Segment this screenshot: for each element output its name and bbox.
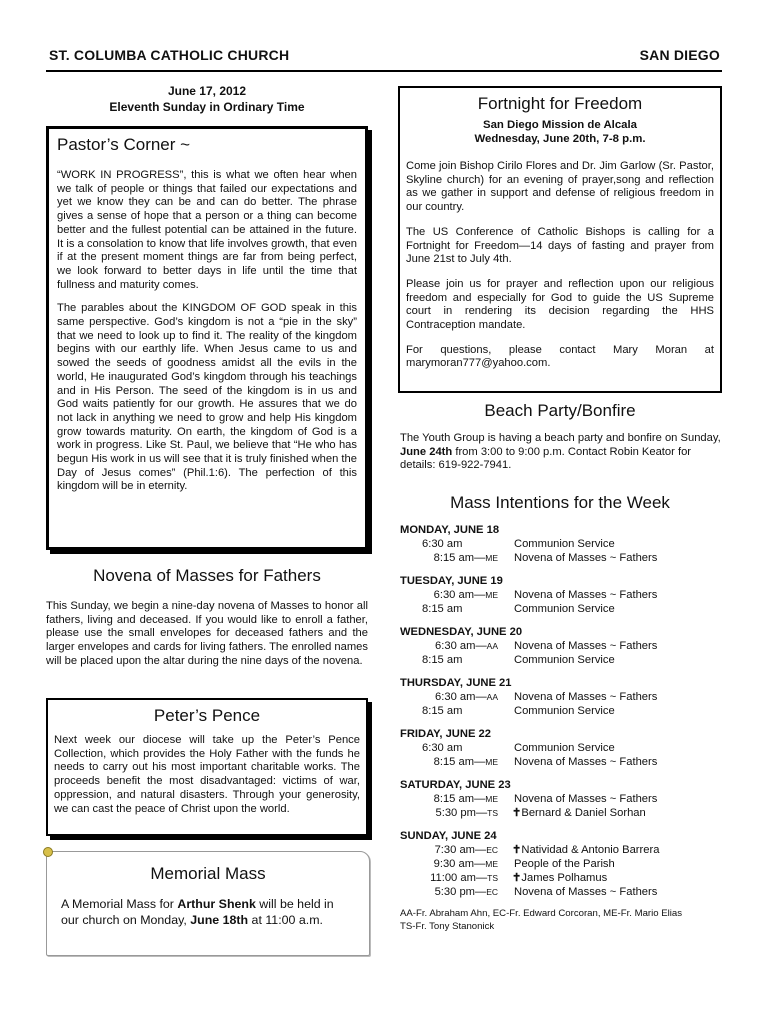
mass-intention-row [400, 843, 722, 857]
mass-time: 5:30 pm—EC [434, 886, 498, 898]
liturgical-sunday: Eleventh Sunday in Ordinary Time [109, 100, 305, 114]
mass-time: 8:15 am—ME [433, 793, 498, 805]
mass-day-heading: THURSDAY, JUNE 21 [400, 677, 512, 689]
celebrant-code: ME [485, 794, 498, 804]
celebrant-code: AA [486, 692, 498, 702]
mass-time: 8:15 am [422, 654, 463, 666]
mass-intention-row [400, 602, 722, 616]
legend-line: AA-Fr. Abraham Ahn, EC-Fr. Edward Corcoran, ME-Fr. Mario Elias [400, 908, 683, 919]
memorial-text-part: at 11:00 a.m. [248, 913, 323, 927]
pushpin-icon [43, 847, 53, 857]
mass-intention: People of the Parish [514, 858, 615, 870]
celebrant-code: ME [485, 757, 498, 767]
bulletin-date: June 17, 2012 [167, 84, 247, 98]
cross-icon: ✝ [512, 844, 522, 856]
mass-time: 11:00 am—TS [430, 872, 498, 884]
church-name: ST. COLUMBA CATHOLIC CHURCH [49, 47, 290, 63]
peters-pence-title: Peter’s Pence [153, 706, 261, 725]
header-rule [46, 70, 722, 72]
mass-time: 6:30 am [422, 538, 463, 550]
mass-intention-row [400, 704, 722, 718]
mass-day-heading: SUNDAY, JUNE 24 [400, 830, 497, 842]
fortnight-freedom-box [398, 86, 722, 393]
mass-intention: Novena of Masses ~ Fathers [514, 589, 658, 601]
mass-time: 7:30 am—EC [434, 844, 498, 856]
celebrant-code: AA [486, 641, 498, 651]
pastors-corner-paragraph: The parables about the KINGDOM OF GOD speak in this same perspective. God’s kingdom is not a “pie in the sky” that we need to look up to find it. The reality of the kingdom begins with our earthly life. When Jesus came to us and sowed the seeds of goodness amidst all the evils in the world, He inaugurated God’s kingdom through his teachings and in His Person. The seed of the kingdom is in us and God waits patiently for our growth. He assures that we do not lack in anything we need to grow and help His kingdom grow towards maturity. On earth, the kingdom of God is a work in progress. Like St. Paul, we believe that “He who has begun His work in us will see that it is truly finished when the Day of Jesus comes” (Phil.1:6). The perfection of this kingdom will be in eternity. [57, 302, 357, 493]
mass-intention-row [400, 653, 722, 667]
mass-time: 8:15 am [422, 705, 463, 717]
peters-pence-box [46, 698, 368, 836]
mass-day-heading: FRIDAY, JUNE 22 [400, 728, 491, 740]
mass-time: 8:15 am—ME [433, 552, 498, 564]
beach-party-title: Beach Party/Bonfire [484, 401, 636, 420]
memorial-text-part: will be held in our church on Monday, [61, 897, 334, 927]
memorial-person-name: Arthur Shenk [177, 897, 256, 911]
cross-icon: ✝ [512, 807, 522, 819]
mass-day-heading: TUESDAY, JUNE 19 [400, 575, 503, 587]
mass-intentions-list [400, 523, 722, 933]
mass-intentions-title: Mass Intentions for the Week [450, 493, 670, 512]
date-block [46, 83, 368, 115]
fortnight-paragraph: Come join Bishop Cirilo Flores and Dr. Jim Garlow (Sr. Pastor, Skyline church) for an evening of prayer,song and reflection as we gather in support and defense of religious freedom in our country. [406, 160, 714, 214]
mass-intention: Novena of Masses ~ Fathers [514, 886, 658, 898]
fortnight-paragraph: For questions, please contact Mary Moran at marymoran777@yahoo.com. [406, 343, 714, 370]
memorial-mass-text [47, 896, 369, 928]
memorial-text-part: A Memorial Mass for [61, 897, 178, 911]
mass-time: 5:30 pm—TS [435, 807, 498, 819]
mass-intention-row [400, 551, 722, 565]
memorial-mass-title: Memorial Mass [150, 864, 266, 883]
mass-intention: ✝Bernard & Daniel Sorhan [512, 807, 646, 819]
mass-intention-row [400, 806, 722, 820]
celebrant-legend [400, 907, 722, 933]
celebrant-code: EC [486, 845, 498, 855]
mass-intention: Novena of Masses ~ Fathers [514, 756, 658, 768]
mass-time: 6:30 am—AA [435, 691, 498, 703]
mass-intention: Communion Service [514, 742, 615, 754]
fortnight-title: Fortnight for Freedom [477, 94, 643, 113]
novena-body: This Sunday, we begin a nine-day novena of Masses to honor all fathers, living and deceased. If you would like to enroll a father, please use the small envelopes for deceased fathers and the larger envelopes and cards for living fathers. The enrolled names will be placed upon the altar during the nine days of the novena. [46, 600, 368, 667]
mass-intention: Novena of Masses ~ Fathers [514, 640, 658, 652]
pastors-corner-paragraph: “WORK IN PROGRESS”, this is what we often hear when we talk of people or things that failed our expectations and yet we know they can be and can do better. The phrase gives a sense of hope that a person or a thing can become better and the fullest potential can be attained in the future. It is a consolation to know that life involves growth, that even if at the present moment things are far from being perfect, we look forward to better days in life until the time that fullness and maturity comes. [57, 169, 357, 291]
mass-day-heading: WEDNESDAY, JUNE 20 [400, 626, 523, 638]
beach-party-body [400, 432, 722, 473]
beach-text-part: The Youth Group is having a beach party and bonfire on Sunday, [400, 432, 721, 444]
novena-title: Novena of Masses for Fathers [93, 566, 321, 585]
mass-time: 6:30 am—ME [433, 589, 498, 601]
pastors-corner-box [46, 126, 368, 550]
mass-intention-row [400, 639, 722, 653]
mass-intention: Novena of Masses ~ Fathers [514, 552, 658, 564]
mass-intention-row [400, 537, 722, 551]
mass-intention: Communion Service [514, 603, 615, 615]
celebrant-code: ME [485, 553, 498, 563]
mass-intention: Communion Service [514, 538, 615, 550]
celebrant-code: TS [487, 808, 498, 818]
celebrant-code: ME [485, 859, 498, 869]
cross-icon: ✝ [512, 872, 522, 884]
fortnight-location: San Diego Mission de Alcala [482, 119, 638, 131]
fortnight-paragraph: Please join us for prayer and reflection upon our religious freedom and especially for God to guide the US Supreme court in rendering its decision regarding the HHS Contraception mandate. [406, 277, 714, 332]
mass-intention-row [400, 885, 722, 899]
mass-day-heading: SATURDAY, JUNE 23 [400, 779, 511, 791]
mass-intention-row [400, 741, 722, 755]
mass-time: 8:15 am—ME [433, 756, 498, 768]
mass-intention-row [400, 857, 722, 871]
mass-intention: Communion Service [514, 705, 615, 717]
fortnight-when: Wednesday, June 20th, 7-8 p.m. [474, 133, 646, 145]
fortnight-paragraph: The US Conference of Catholic Bishops is calling for a Fortnight for Freedom—14 days of fasting and prayer from June 21st to July 4th. [406, 225, 714, 266]
peters-pence-body: Next week our diocese will take up the Peter’s Pence Collection, which provides the Holy Father with the funds he needs to carry out his most important charitable works. The proceeds benefit the most disadvantaged: victims of war, oppression, and natural disasters. Through your generosity, we can cast the peace of Christ upon the world. [54, 734, 360, 815]
mass-time: 9:30 am—ME [433, 858, 498, 870]
memorial-date: June 18th [190, 913, 249, 927]
mass-time: 8:15 am [422, 603, 463, 615]
mass-intention-row [400, 871, 722, 885]
pastors-corner-title: Pastor’s Corner ~ [57, 135, 191, 154]
mass-time: 6:30 am—AA [435, 640, 498, 652]
mass-intention-row [400, 588, 722, 602]
mass-intention: Communion Service [514, 654, 615, 666]
celebrant-code: EC [486, 887, 498, 897]
mass-intention: Novena of Masses ~ Fathers [514, 793, 658, 805]
legend-line: TS-Fr. Tony Stanonick [400, 921, 495, 932]
mass-intention: ✝Natividad & Antonio Barrera [512, 844, 660, 856]
mass-day-heading: MONDAY, JUNE 18 [400, 524, 500, 536]
celebrant-code: TS [487, 873, 498, 883]
memorial-mass-note [46, 851, 370, 956]
celebrant-code: ME [485, 590, 498, 600]
mass-intention-row [400, 755, 722, 769]
mass-intention: ✝James Polhamus [512, 872, 608, 884]
mass-time: 6:30 am [422, 742, 463, 754]
beach-text-part: from 3:00 to 9:00 p.m. Contact Robin Keator for details: 619-922-7941. [400, 445, 692, 472]
mass-intention: Novena of Masses ~ Fathers [514, 691, 658, 703]
mass-intention-row [400, 792, 722, 806]
city-name: SAN DIEGO [639, 47, 720, 63]
beach-party-date: June 24th [400, 445, 453, 458]
mass-intention-row [400, 690, 722, 704]
